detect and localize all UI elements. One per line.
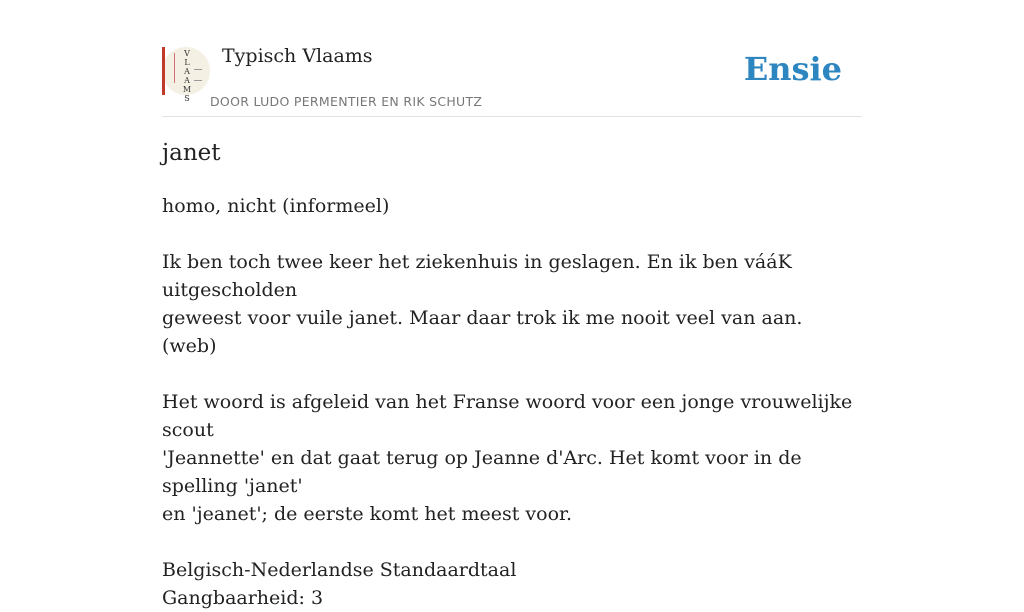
example-line-1: Ik ben toch twee keer het ziekenhuis in geslagen. En ik ben vááK uitgescholden bbox=[162, 251, 792, 301]
logo-letters: V L A A M S bbox=[182, 49, 192, 103]
etymology-line-2: 'Jeannette' en dat gaat terug op Jeanne d'Arc. Het komt voor in de spelling 'janet' bbox=[162, 447, 802, 497]
logo-decoration bbox=[194, 69, 202, 81]
example-line-2: geweest voor vuile janet. Maar daar trok ik me nooit veel van aan. bbox=[162, 307, 803, 329]
entry-body bbox=[162, 192, 862, 612]
header bbox=[162, 0, 862, 117]
etymology-line-3: en 'jeanet'; de eerste komt het meest voor. bbox=[162, 503, 573, 525]
logo-red-bar bbox=[162, 47, 165, 95]
usage-label: Gangbaarheid: 3 bbox=[162, 587, 324, 609]
ensie-brand-link[interactable]: Ensie bbox=[743, 50, 842, 88]
author-byline: DOOR LUDO PERMENTIER EN RIK SCHUTZ bbox=[210, 94, 483, 109]
example-source: (web) bbox=[162, 335, 217, 357]
logo-line bbox=[174, 53, 175, 83]
entry-word: janet bbox=[162, 140, 221, 166]
etymology-line-1: Het woord is afgeleid van het Franse woord voor een jonge vrouwelijke scout bbox=[162, 391, 853, 441]
page-container bbox=[162, 0, 862, 609]
language-label: Belgisch-Nederlandse Standaardtaal bbox=[162, 559, 517, 581]
typisch-vlaams-logo-icon[interactable] bbox=[162, 47, 210, 103]
entry-definition: homo, nicht (informeel) bbox=[162, 195, 390, 217]
site-title[interactable]: Typisch Vlaams bbox=[222, 45, 373, 67]
